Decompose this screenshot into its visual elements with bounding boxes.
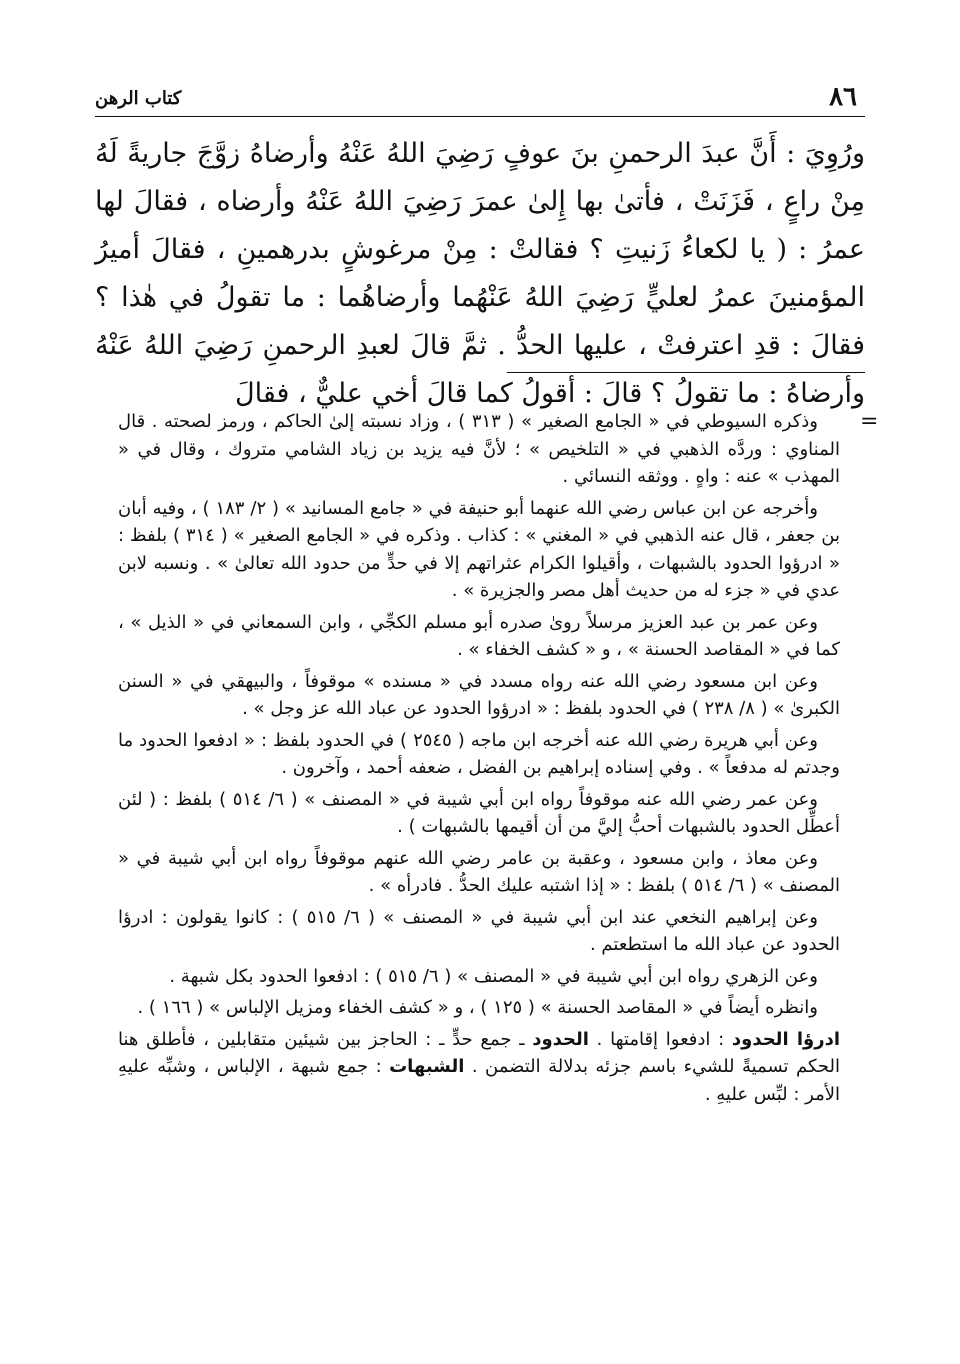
footnote-separator xyxy=(507,372,865,373)
footnote-paragraph: وذكره السيوطي في « الجامع الصغير » ( ٣١٣ ) ، وزاد نسبته إلىٰ الحاكم ، ورمز لصحته . قال المناوي : وردَّه الذهبي في « التلخيص » ؛ لأنَّ فيه يزيد بن زياد الشامي متروك ، وقال في « المهذب » عنه : واهٍ . ووثقه النسائي . xyxy=(118,411,840,487)
footnote-paragraph: وأخرجه عن ابن عباس رضي الله عنهما أبو حنيفة في « جامع المسانيد » ( ٢/ ١٨٣ ) ، وفيه أبان بن جعفر ، قال عنه الذهبي في « المغني » : كذاب . وذكره في « الجامع الصغير » ( ٣١٤ ) بلفظ : « ادرؤوا الحدود بالشبهات ، وأقيلوا الكرام عثراتهم إلا في حدٍّ من حدود الله تعالىٰ » . ونسبه لابن عدي في « جزء له من حديث أهل مصر والجزيرة » . xyxy=(118,497,840,601)
running-title: كتاب الرهن xyxy=(95,88,182,109)
footnote-paragraph: وعن عمر بن عبد العزيز مرسلاً روىٰ صدره أبو مسلم الكجِّي ، وابن السمعاني في « الذيل » ، كما في « المقاصد الحسنة » ، و « كشف الخفاء » . xyxy=(118,611,840,660)
glossary-term: ادرؤا الحدود xyxy=(731,1028,841,1050)
glossary-definition: : ادفعوا إقامتها . xyxy=(588,1028,732,1050)
footnote-paragraph: وعن ابن مسعود رضي الله عنه رواه مسدد في « مسنده » موقوفاً ، والبيهقي في « السنن الكبرىٰ » ( ٨/ ٢٣٨ ) في الحدود بلفظ : « ادرؤوا الحدود عن عباد الله عز وجل » . xyxy=(118,670,840,719)
footnote-paragraph: وعن إبراهيم النخعي عند ابن أبي شيبة في « المصنف » ( ٦/ ٥١٥ ) : كانوا يقولون : ادرؤا الحدود عن عباد الله ما استطعتم . xyxy=(118,906,840,955)
page-header xyxy=(95,82,865,117)
glossary-paragraph xyxy=(118,1026,840,1109)
glossary-term: الحدود xyxy=(532,1028,589,1050)
footnote-paragraph: وعن أبي هريرة رضي الله عنه أخرجه ابن ماجه ( ٢٥٤٥ ) في الحدود بلفظ : « ادفعوا الحدود ما وجدتم له مدفعاً » . وفي إسناده إبراهيم بن الفضل ، ضعفه أحمد ، وآخرون . xyxy=(118,729,840,778)
glossary-term: الشبهات xyxy=(389,1056,465,1077)
glossary-definition: : جمع شبهة ، الإلباس ، وشبِّه عليهِ الأمر : لبِّس عليهِ . xyxy=(118,1056,840,1105)
main-paragraph: ورُوِيَ : أَنَّ عبدَ الرحمنِ بنَ عوفٍ رَضِيَ اللهُ عَنْهُ وأرضاهُ زوَّجَ جاريةً لَهُ مِنْ راعٍ ، فَزَنَتْ ، فأتىٰ بها إِلىٰ عمرَ رَضِيَ اللهُ عَنْهُ وأرضاه ، فقالَ لها عمرُ : ( يا لكعاءُ زَنيتِ ؟ فقالتْ : مِنْ مرغوشٍ بدرهمينِ ، فقالَ أميرُ المؤمنينَ عمرُ لعليٍّ رَضِيَ اللهُ عَنْهُما وأرضاهُما : ما تقولُ في هٰذا ؟ فقالَ : قدِ اعترفتْ ، عليها الحدُّ . ثمَّ قالَ لعبدِ الرحمنِ رَضِيَ اللهُ عَنْهُ وأرضاهُ : ما تقولُ ؟ قالَ : أقولُ كما قالَ أخي عليٌّ ، فقالَ xyxy=(95,138,865,409)
glossary-definition: ـ جمع حدٍّ ـ : الحاجز بين شيئين متقابلين ، فأطلق هنا الحكم تسميةً للشيء باسم جزئه بدلالة التضمن . xyxy=(118,1028,841,1077)
footnote-paragraph: وانظره أيضاً في « المقاصد الحسنة » ( ١٢٥ ) ، و « كشف الخفاء ومزيل الإلباس » ( ١٦٦ ) . xyxy=(137,997,818,1018)
continuation-mark: = xyxy=(860,409,879,434)
footnotes xyxy=(118,408,840,1112)
footnote-paragraph: وعن عمر رضي الله عنه موقوفاً رواه ابن أبي شيبة في « المصنف » ( ٦/ ٥١٤ ) بلفظ : ( لئن أعطِّل الحدود بالشبهات أحبُّ إليَّ من أن أقيمها بالشبهات ) . xyxy=(118,788,840,837)
page-number: ٨٦ xyxy=(829,82,857,112)
footnote-paragraph: وعن الزهري رواه ابن أبي شيبة في « المصنف » ( ٦/ ٥١٥ ) : ادفعوا الحدود بكل شبهة . xyxy=(169,965,818,987)
footnote-paragraph: وعن معاذ ، وابن مسعود ، وعقبة بن عامر رضي الله عنهم موقوفاً رواه ابن أبي شيبة في « المصنف » ( ٦/ ٥١٤ ) بلفظ : « إذا اشتبه عليك الحدُّ . فادرأه » . xyxy=(118,847,840,896)
main-text xyxy=(95,130,865,418)
